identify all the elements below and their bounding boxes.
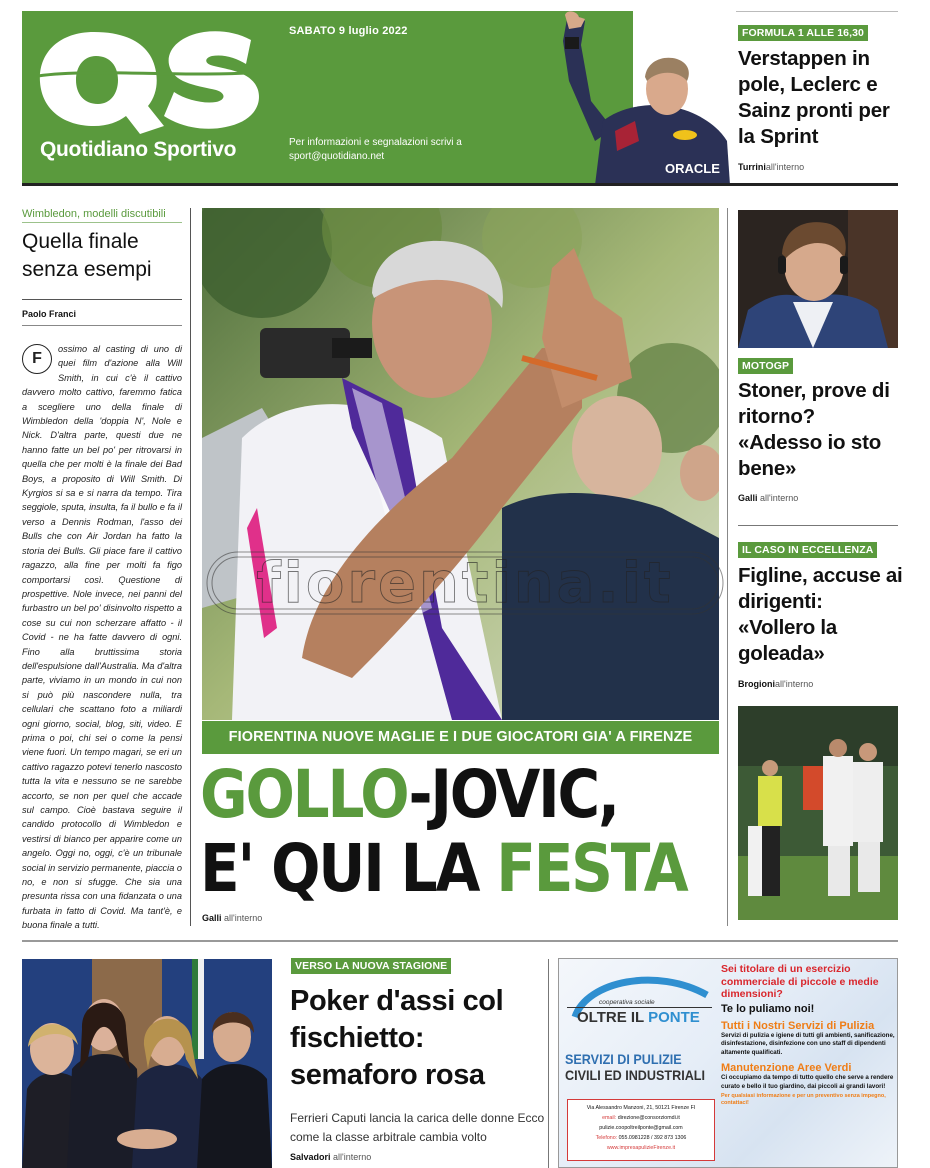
headline-qui-la: E' QUI LA [200,830,497,907]
f1-headline[interactable]: Verstappen in pole, Leclerc e Sainz pronti per la Sprint [738,47,890,148]
ad-email[interactable]: direzione@consorziomdi.it [617,1115,680,1121]
poker-kicker: VERSO LA NUOVA STAGIONE [291,958,451,974]
headline-festa: FESTA [496,830,687,907]
ad-phone: 055.0981228 / 392 873 1306 [618,1135,687,1141]
wimbledon-kicker: Wimbledon, modelli discutibili [22,208,166,220]
wimbledon-author: Paolo Franci [22,309,77,319]
ad-contact-box [567,1099,715,1161]
headline-line-1 [200,758,662,832]
wimbledon-headline[interactable]: Quella finale senza esempi [22,230,152,281]
verstappen-photo[interactable] [555,11,730,185]
divider [22,325,182,326]
logo-name [577,1009,700,1026]
kicker-underline [22,222,182,223]
svg-text:fiorentina.it: fiorentina.it [256,551,674,616]
column-separator [727,208,728,926]
byline-author: Salvadori [290,1152,331,1162]
headline-jovic: -JOVIC, [408,756,618,833]
divider [738,525,898,526]
headline-gollo: GOLLO [200,756,409,833]
qs-logo[interactable] [36,22,266,137]
ad-website[interactable]: www.impresapulizieFirenze.it [606,1145,676,1151]
ad-heading-cleaning: Tutti i Nostri Servizi di Pulizia [721,1019,875,1032]
figline-byline [738,679,813,689]
byline-suffix: all'interno [765,162,805,172]
headline-line-2 [200,830,687,907]
fiorentina-watermark [205,550,725,616]
poker-subtitle: Ferrieri Caputi lancia la carica delle donne Ecco come la classe arbitrale cambia volto [290,1111,545,1144]
article-text: ossimo al casting di uno di quei film d'azione alla Will Smith, in cui c'è il cattivo davvero molto cattivo, faremmo fatica a scegliere uno della finale di Wimbledon della 'doppia N', Nole e Nick. D'altra parte, questi due ne hanno fatte un bel po' per ritrovarsi in quella che per molti è la finale dei Bad Boys, a proposito di Will Smith. Di Kyrgios si sa e si narra da tempo. Tira seggiole, sputa, insulta, fa il bullo e fa il verso a Dennis Rodman, l'asso dei Bulls che con Air Jordan ha fatto la storia dei Bulls. Gli piace fare il cattivo ragazzo, alla fine per molti fa figo comportarsi così. Questione di prospettive. Nole invece, nei panni del furbastro un bel po' disinvolto rispetto a cose su cui non scherzare affatto - il Covid - ne ha fatte davvero di ogni. Fino alla bruttissima storia dell'espulsione dall'Australia. Ma d'altra parte, viviamo in un mondo in cui non si può più nascondere nulla, tra cellulari che scattano foto a miliardi ogni giorno, social, blog, siti, video. E prima o poi, chi sei o come la pensi viene fuori. Un tempo magari, se eri un cattivo ragazzo potevi tenerlo nascosto tutta la vita e nessuno se ne sarebbe accorto, se non per quel che accade sul campo. Cioè bastava seguire il candido protocollo di Wimbledon e vestirsi di bianco per apparire come un angelo. Oggi no, oggi, c'è un tribunale social in servizio permanente, piaccia o no, e non si sfugge. Che sia una presunta rissa con una fidanzata o una furbata in fatto di Covid. Ma tant'è, e buona finale a tutti. [22,344,182,931]
section-divider [22,940,898,942]
byline-author: Galli [202,913,222,923]
main-headline[interactable] [200,756,687,907]
byline-author: Brogioni [738,679,775,689]
column-separator [190,208,191,926]
stoner-byline [738,493,798,503]
poker-byline [290,1152,371,1162]
ad-heading-green: Manutenzione Aree Verdi [721,1062,852,1074]
byline-suffix: all'interno [224,913,263,923]
figline-headline[interactable]: Figline, accuse ai dirigenti: «Vollero la goleada» [738,564,903,665]
logo-subtitle: cooperativa sociale [599,999,655,1006]
byline-suffix: all'interno [775,679,814,689]
ad-phone-label: Telefono: [595,1135,618,1141]
ad-footer: Per qualsiasi informazione e per un preventivo senza impegno, contattaci! [721,1093,886,1106]
byline-suffix: all'interno [333,1152,372,1162]
ad-address: Via Alessandro Manzoni, 21, 50121 Firenze FI [586,1105,696,1111]
main-story-kicker: FIORENTINA NUOVE MAGLIE E I DUE GIOCATORI GIA' A FIRENZE [202,721,719,754]
logo-name-2: PONTE [648,1009,700,1026]
wimbledon-body [22,342,182,933]
ad-answer: Te lo puliamo noi! [721,1002,815,1015]
masthead-tagline: Quotidiano Sportivo [40,138,237,161]
byline-author: Turrini [738,162,766,172]
ad-services-line-1: SERVIZI DI PULIZIE [565,1051,682,1067]
gollo-photo[interactable] [202,208,719,720]
main-byline [202,913,262,923]
svg-text:ORACLE: ORACLE [665,161,720,176]
masthead-divider [22,183,898,186]
ad-text-block [721,963,897,1107]
dropcap: F [22,344,52,374]
contact-info [289,136,509,164]
logo-rule [567,1007,712,1008]
ad-phone-row [568,1133,714,1143]
column-separator [548,959,549,1168]
referees-photo[interactable] [22,959,272,1168]
ad-email-2[interactable]: pulizie.coopoltreilponte@gmail.com [599,1125,683,1131]
motogp-kicker: MOTOGP [738,358,793,374]
ad-text-green: Ci occupiamo da tempo di tutto quello che serve a rendere curato e bello il tuo giardino, dai piccoli ai grandi lavori! [721,1074,894,1090]
ad-email-row [568,1113,714,1123]
poker-headline[interactable]: Poker d'assi col fischietto: semaforo rosa [290,985,504,1091]
f1-kicker: FORMULA 1 ALLE 16,30 [738,25,868,41]
f1-byline [738,162,804,172]
issue-date: SABATO 9 luglio 2022 [289,25,408,37]
figline-kicker: IL CASO IN ECCELLENZA [738,542,877,558]
advertisement[interactable] [558,958,898,1168]
top-right-border [736,11,898,12]
logo-name-1: OLTRE IL [577,1009,649,1026]
ad-email-label: email: [602,1115,617,1121]
contact-email[interactable]: sport@quotidiano.net [289,151,385,162]
ad-text-cleaning: Servizi di pulizia e igiene di tutti gli ambienti, sanificazione, disinfestazione, disinfezione con uno staff di dipendenti altamente qualificati. [721,1031,895,1056]
ad-question: Sei titolare di un esercizio commerciale di piccole e medie dimensioni? [721,963,879,1000]
contact-info-text: Per informazioni e segnalazioni scrivi a [289,137,462,148]
divider [22,299,182,300]
football-photo[interactable] [738,706,898,920]
stoner-headline[interactable]: Stoner, prove di ritorno? «Adesso io sto bene» [738,379,890,480]
byline-author: Galli [738,493,758,503]
ad-services-line-2: CIVILI ED INDUSTRIALI [565,1067,706,1083]
stoner-photo[interactable] [738,210,898,348]
byline-suffix: all'interno [760,493,799,503]
